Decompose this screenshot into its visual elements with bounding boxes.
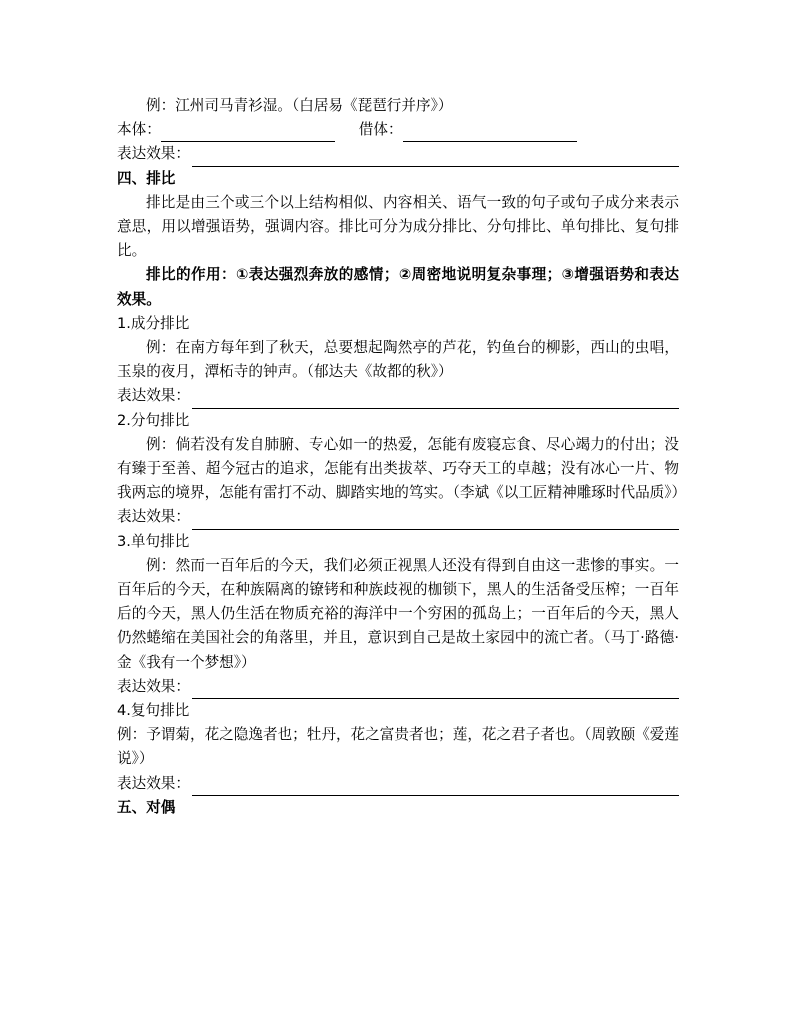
subsection-3-example: 例：然而一百年后的今天，我们必须正视黑人还没有得到自由这一悲惨的事实。一百年后的今天，在种族隔离的镣铐和种族歧视的枷锁下，黑人的生活备受压榨；一百年后的今天，黑人仍生活在物质充裕的海洋中一个穷困的孤岛上；一百年后的今天，黑人仍然蜷缩在美国社会的角落里，并且，意识到自己是故土家园中的流亡者。（马丁·路德·金《我有一个梦想》）	[117, 556, 679, 671]
section-4-definition: 排比是由三个或三个以上结构相似、内容相关、语气一致的句子或句子成分来表示意思，用以增强语势，强调内容。排比可分为成分排比、分句排比、单句排比、复句排比。	[117, 193, 679, 260]
jieti-blank[interactable]	[403, 124, 577, 142]
benti-blank[interactable]	[161, 124, 335, 142]
subsection-3-title: 3.单句排比	[117, 532, 190, 550]
section-5-title: 五、对偶	[117, 798, 176, 816]
effect-label: 表达效果：	[117, 145, 190, 163]
subsection-2-example: 例：倘若没有发自肺腑、专心如一的热爱，怎能有废寝忘食、尽心竭力的付出；没有臻于至善、超今冠古的追求，怎能有出类拔萃、巧夺天工的卓越；没有冰心一片、物我两忘的境界，怎能有雷打不动、脚踏实地的笃实。（李斌《以工匠精神雕琢时代品质》）	[117, 435, 687, 502]
document-page	[117, 94, 687, 820]
effect-row-3	[117, 675, 679, 699]
subsection-1-title: 1.成分排比	[117, 314, 190, 332]
effect-row-4	[117, 772, 679, 796]
effect-row-metonymy	[117, 142, 679, 166]
effect-blank[interactable]	[192, 778, 679, 796]
jieti-label: 借体：	[358, 121, 403, 139]
section-4-title: 四、排比	[117, 169, 176, 187]
subsection-1-example: 例：在南方每年到了秋天，总要想起陶然亭的芦花，钓鱼台的柳影，西山的虫唱，玉泉的夜月，潭柘寺的钟声。（郁达夫《故都的秋》）	[117, 338, 679, 381]
benti-label: 本体：	[117, 121, 161, 139]
effect-blank[interactable]	[192, 681, 679, 699]
benti-jieti-row	[117, 118, 679, 142]
effect-label: 表达效果：	[117, 774, 190, 792]
subsection-4-example: 例：予谓菊，花之隐逸者也；牡丹，花之富贵者也；莲，花之君子者也。（周敦颐《爱莲说》）	[117, 726, 679, 768]
metonymy-example: 例：江州司马青衫湿。（白居易《琵琶行并序》）	[146, 97, 453, 114]
effect-row-1	[117, 384, 679, 408]
effect-blank[interactable]	[192, 149, 679, 167]
subsection-4-title: 4.复句排比	[117, 701, 190, 719]
section-4-function: 排比的作用：①表达强烈奔放的感情；②周密地说明复杂事理；③增强语势和表达效果。	[117, 266, 679, 308]
effect-label: 表达效果：	[117, 387, 190, 405]
effect-blank[interactable]	[192, 391, 679, 409]
subsection-2-title: 2.分句排比	[117, 411, 190, 429]
effect-row-2	[117, 505, 679, 529]
effect-label: 表达效果：	[117, 508, 190, 526]
effect-label: 表达效果：	[117, 677, 190, 695]
effect-blank[interactable]	[192, 512, 679, 530]
